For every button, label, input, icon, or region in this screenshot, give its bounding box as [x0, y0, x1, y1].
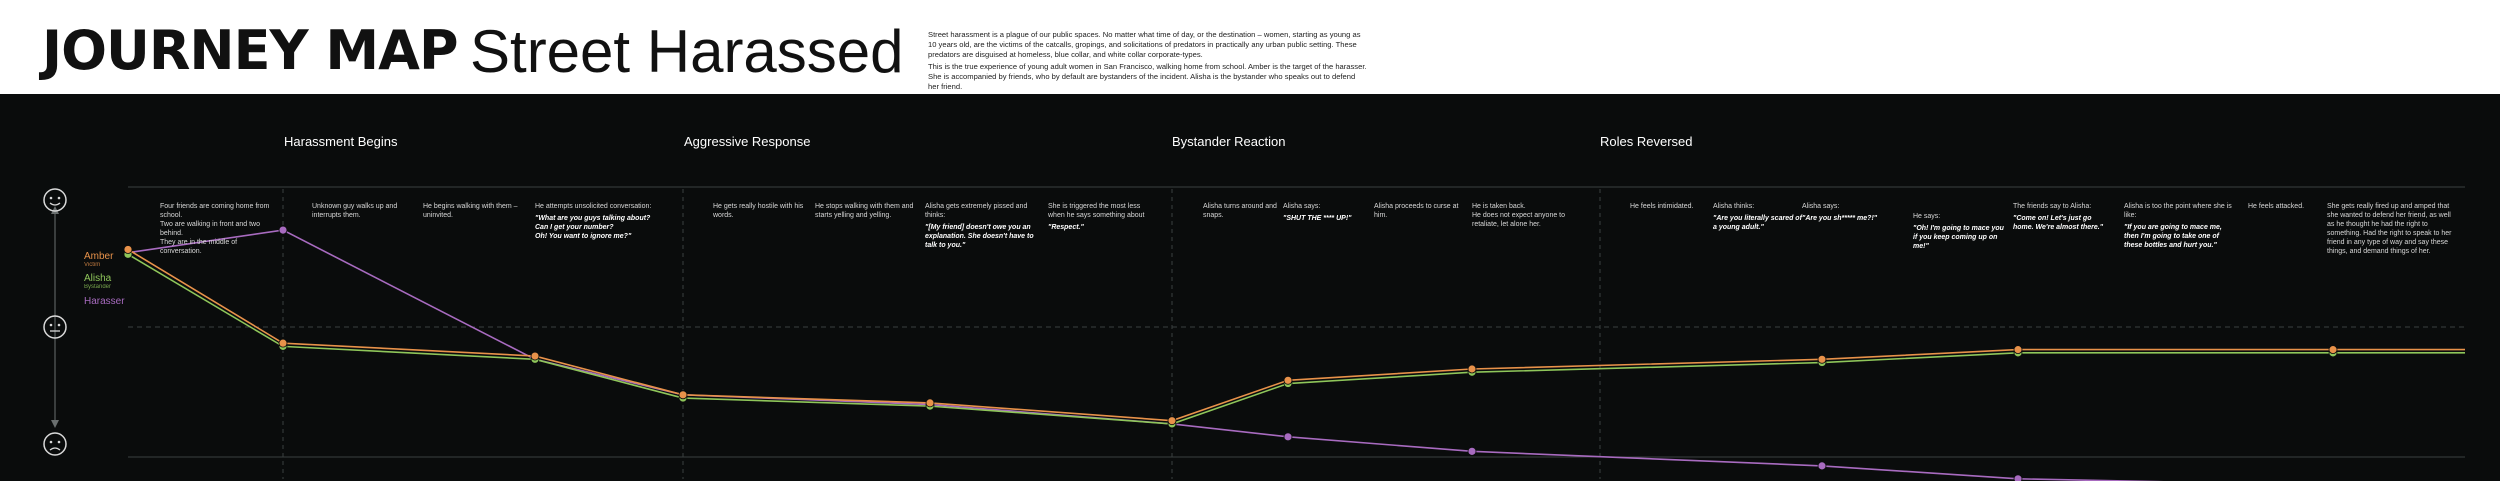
note-quote: "Come on! Let's just go home. We're almost there." [2013, 215, 2104, 231]
note-text: She gets really fired up and amped that she wanted to defend her friend, as well as he thought he had the right to something. Had the right to speak to her friend in any type of way and say these things, and demand things of her. [2327, 203, 2452, 255]
journey-note [160, 202, 270, 256]
note-text: He stops walking with them and starts yelling and yelling. [815, 203, 914, 219]
data-point-harasser [1284, 433, 1292, 441]
legend-label: Amber [84, 251, 114, 262]
face-mouth [50, 448, 60, 450]
note-quote: "Are you sh***** me?!" [1802, 215, 1878, 222]
note-text: The friends say to Alisha: [2013, 203, 2092, 210]
journey-note [1203, 202, 1283, 220]
axis-arrow-down-icon [51, 420, 59, 428]
phase-aggressive-response: Aggressive Response [684, 134, 811, 149]
face-eye [58, 324, 61, 327]
note-text: He gets really hostile with his words. [713, 203, 804, 219]
data-point-amber [1818, 355, 1826, 363]
intro-text [928, 30, 1368, 95]
journey-note [1630, 202, 1720, 211]
note-text: Alisha proceeds to curse at him. [1374, 203, 1459, 219]
note-text: Alisha is too the point where she is like: [2124, 203, 2232, 219]
journey-note [2013, 202, 2108, 232]
note-text: He begins walking with them – uninvited. [423, 203, 518, 219]
header [0, 0, 2500, 94]
journey-note [1913, 212, 2008, 251]
note-text: He feels intimidated. [1630, 203, 1694, 210]
data-point-amber [926, 399, 934, 407]
note-text: Alisha says: [1802, 203, 1840, 210]
note-quote: "Are you literally scared of a young adult." [1713, 215, 1802, 231]
journey-note [1802, 202, 1892, 223]
note-text: She is triggered the most less when he says something about [1048, 203, 1145, 219]
face-eye [58, 441, 61, 444]
journey-note [1713, 202, 1803, 232]
data-point-amber [1168, 417, 1176, 425]
journey-note [1472, 202, 1572, 229]
data-point-amber [124, 245, 132, 253]
series-line-alisha [128, 254, 2465, 424]
face-eye [50, 441, 53, 444]
note-text: Four friends are coming home from school. Two are walking in front and two behind. They are in the middle of conversation. [160, 203, 270, 255]
data-point-harasser [1468, 447, 1476, 455]
note-quote: "Respect." [1048, 224, 1084, 231]
data-point-harasser [1818, 462, 1826, 470]
journey-note [1283, 202, 1373, 223]
page-subtitle: Street Harassed [470, 18, 904, 85]
journey-note [815, 202, 915, 220]
note-quote: "What are you guys talking about? Can I get your number? Oh! You want to ignore me?" [535, 215, 651, 240]
data-point-amber [679, 391, 687, 399]
journey-note [2124, 202, 2234, 250]
phase-roles-reversed: Roles Reversed [1600, 134, 1693, 149]
note-text: Alisha turns around and snaps. [1203, 203, 1277, 219]
journey-note [925, 202, 1040, 250]
intro-paragraph: Street harassment is a plague of our public spaces. No matter what time of day, or the destination – women, starting as young as 10 years old, are the victims of the catcalls, gropings, and solicitations of predators in practically any urban public setting. These predators are disguised at homeless, blue collar, and white collar corporate-types. [928, 30, 1361, 59]
legend-label: Harasser [84, 296, 125, 307]
legend-alisha [84, 273, 111, 291]
note-quote: "[My friend] doesn't owe you an explanation. She doesn't have to talk to you." [925, 224, 1034, 249]
sad-face-icon [44, 433, 66, 455]
legend-role: Bystander [84, 284, 112, 290]
journey-note [535, 202, 665, 241]
note-quote: "SHUT THE **** UP!" [1283, 215, 1352, 222]
data-point-harasser [2014, 475, 2022, 481]
series-line-amber [128, 249, 2465, 420]
data-point-harasser [279, 226, 287, 234]
legend-harasser [84, 296, 125, 307]
note-text: Alisha gets extremely pissed and thinks: [925, 203, 1028, 219]
journey-chart-svg [0, 94, 2500, 481]
journey-map-title: JOURNEY MAP [42, 19, 458, 82]
journey-note [713, 202, 813, 220]
journey-note [1374, 202, 1464, 220]
note-text: He feels attacked. [2248, 203, 2305, 210]
data-point-amber [1468, 365, 1476, 373]
data-point-amber [531, 352, 539, 360]
note-quote: "Oh! I'm going to mace you if you keep coming up on me!" [1913, 225, 2004, 250]
note-text: He is taken back. He does not expect anyone to retaliate, let alone her. [1472, 203, 1566, 228]
phase-harassment-begins: Harassment Begins [284, 134, 398, 149]
note-text: Unknown guy walks up and interrupts them. [312, 203, 398, 219]
series-line-harasser [128, 230, 2465, 481]
journey-note [2327, 202, 2452, 256]
face-eye [50, 324, 53, 327]
face-mouth [50, 203, 60, 205]
data-point-amber [2329, 346, 2337, 354]
legend-role: Victim [84, 262, 101, 268]
note-quote: "If you are going to mace me, then I'm going to take one of these bottles and hurt you." [2124, 224, 2222, 249]
journey-note [312, 202, 412, 220]
note-text: He says: [1913, 213, 1941, 220]
note-text: Alisha thinks: [1713, 203, 1755, 210]
journey-note [2248, 202, 2328, 211]
legend-amber [84, 251, 113, 269]
phase-bystander-reaction: Bystander Reaction [1172, 134, 1286, 149]
journey-chart [0, 94, 2500, 481]
note-text: Alisha says: [1283, 203, 1321, 210]
data-point-amber [279, 339, 287, 347]
face-eye [58, 197, 61, 200]
data-point-amber [2014, 346, 2022, 354]
data-point-amber [1284, 376, 1292, 384]
note-text: He attempts unsolicited conversation: [535, 203, 652, 210]
journey-note [1048, 202, 1148, 232]
intro-paragraph: This is the true experience of young adult women in San Francisco, walking home from school. Amber is the target of the harasser. She is accompanied by friends, who by default are bystanders of the incident. Alisha is the bystander who speaks out to defend her friend. [928, 62, 1367, 91]
journey-note [423, 202, 523, 220]
legend-label: Alisha [84, 273, 112, 284]
face-eye [50, 197, 53, 200]
